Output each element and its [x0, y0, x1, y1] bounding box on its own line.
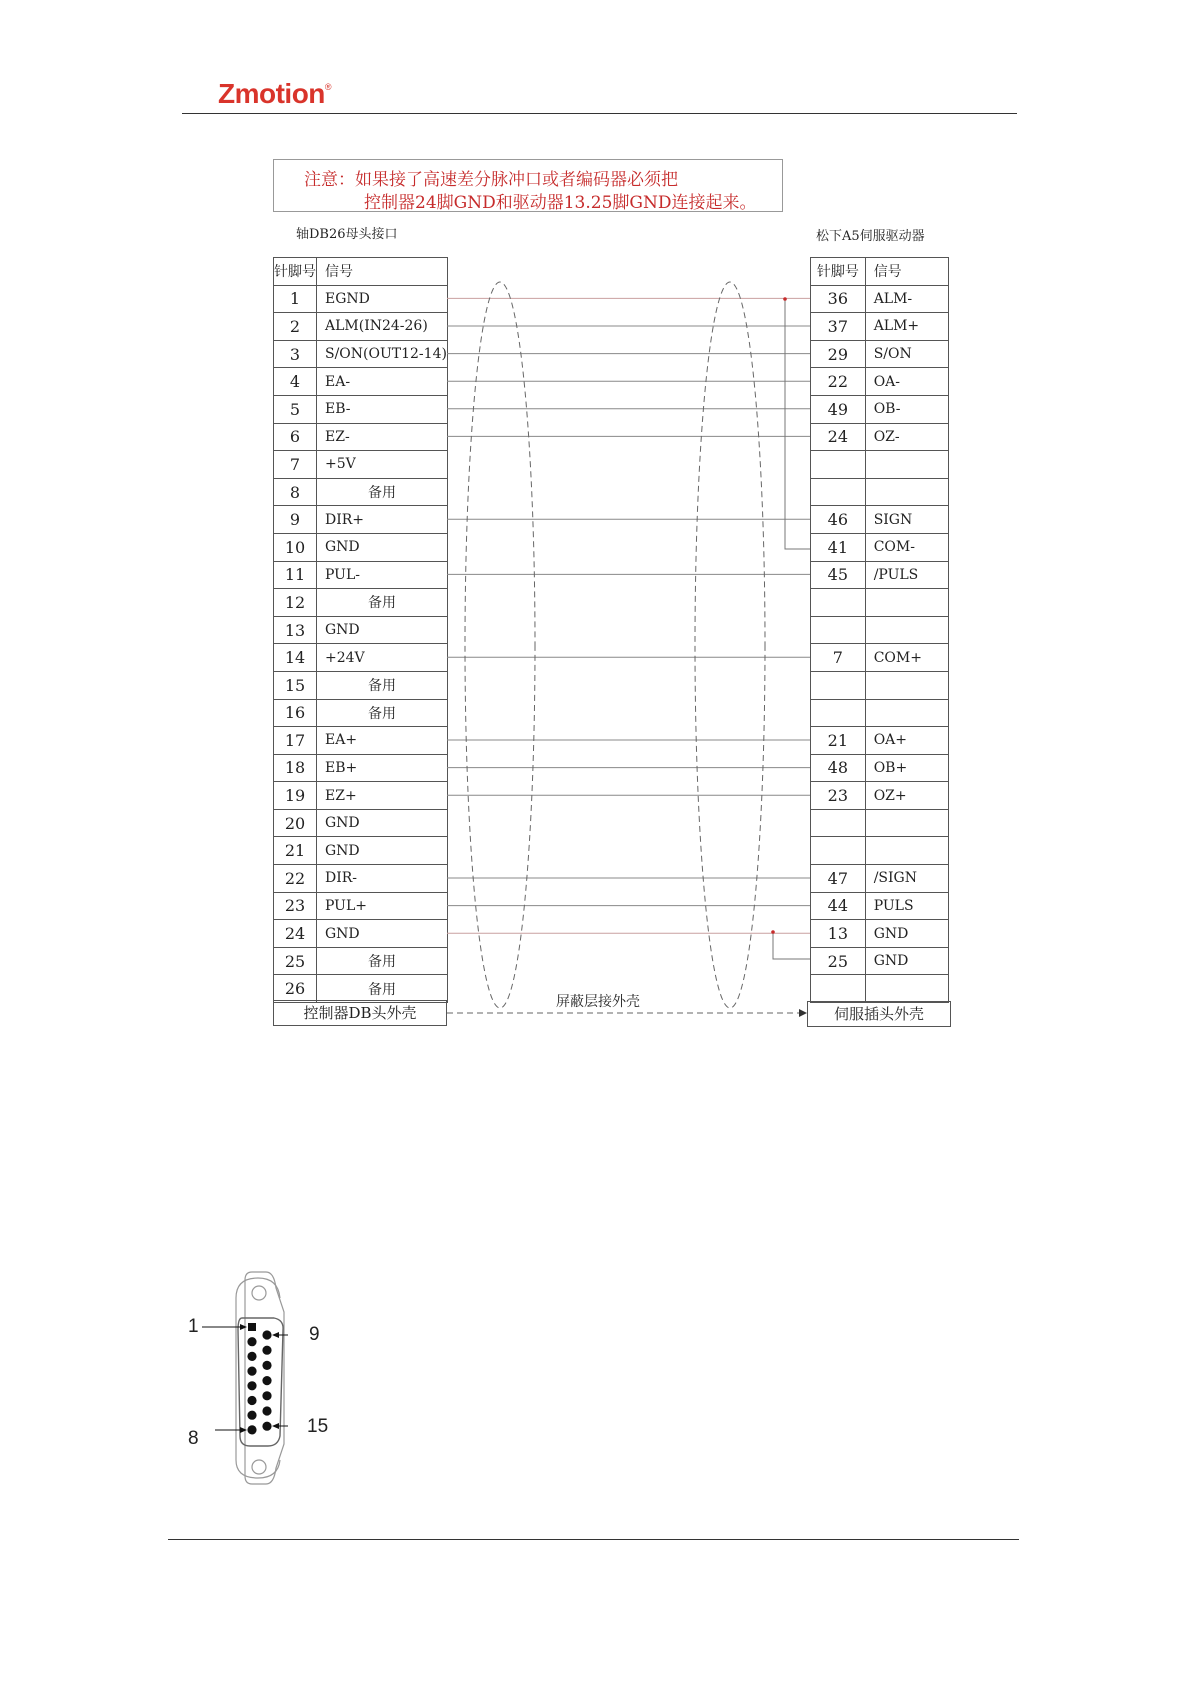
right-signal-name: PULS [865, 892, 948, 920]
connector-pin-dot [247, 1352, 256, 1361]
left-pin-number: 9 [274, 506, 317, 534]
connector-pin-dot [247, 1411, 256, 1420]
right-pin-number: 44 [811, 892, 866, 920]
right-signal-name: GND [865, 947, 948, 975]
right-pin-number: 48 [811, 754, 866, 782]
left-pin-number: 24 [274, 920, 317, 948]
registered-mark: ® [324, 82, 332, 92]
left-header-signal: 信号 [317, 258, 448, 286]
left-pin-number: 14 [274, 644, 317, 672]
left-pin-number: 12 [274, 589, 317, 617]
shield-ellipse-left [465, 282, 535, 1008]
left-signal-name: GND [317, 837, 448, 865]
left-signal-name: GND [317, 920, 448, 948]
right-signal-name: ALM+ [865, 313, 948, 341]
left-signal-name: EA- [317, 368, 448, 396]
junction-dot-bottom [771, 930, 775, 934]
right-pin-number: 36 [811, 285, 866, 313]
connector-pin-dot [247, 1396, 256, 1405]
left-signal-name: EZ- [317, 423, 448, 451]
left-signal-name: 备用 [317, 671, 448, 699]
connector-pin-dot [262, 1330, 271, 1339]
left-signal-name: PUL+ [317, 892, 448, 920]
right-header-pin: 针脚号 [811, 258, 866, 286]
connector-label-pin-9: 9 [309, 1324, 320, 1345]
right-pin-number: 22 [811, 368, 866, 396]
shield-ellipse-right [695, 282, 765, 1008]
right-signal-name: OA- [865, 368, 948, 396]
left-signal-name: EB+ [317, 754, 448, 782]
left-signal-name: 备用 [317, 699, 448, 727]
left-signal-name: S/ON(OUT12-14) [317, 340, 448, 368]
left-signal-name: +5V [317, 451, 448, 479]
left-pin-number: 21 [274, 837, 317, 865]
connector-label-pin-8: 8 [188, 1428, 199, 1449]
right-shell-label: 伺服插头外壳 [807, 1001, 951, 1027]
left-pin-number: 10 [274, 533, 317, 561]
left-pin-number: 20 [274, 809, 317, 837]
right-pin-number: 7 [811, 644, 866, 672]
right-pin-number: 37 [811, 313, 866, 341]
left-signal-name: EA+ [317, 727, 448, 755]
connector-pin-dot [247, 1367, 256, 1376]
right-pin-number: 47 [811, 865, 866, 893]
left-signal-name: 备用 [317, 478, 448, 506]
left-pin-number: 26 [274, 975, 317, 1003]
connector-label-pin-15: 15 [307, 1416, 329, 1437]
right-signal-name: OZ- [865, 423, 948, 451]
right-signal-name: GND [865, 920, 948, 948]
left-signal-name: EGND [317, 285, 448, 313]
right-pin-number: 49 [811, 395, 866, 423]
left-pin-number: 22 [274, 865, 317, 893]
connector-pin-dot [247, 1425, 256, 1434]
right-signal-name: OB- [865, 395, 948, 423]
left-pin-number: 3 [274, 340, 317, 368]
left-header-pin: 针脚号 [274, 258, 317, 286]
logo-text: Zmotion [218, 78, 325, 109]
left-pin-number: 25 [274, 947, 317, 975]
left-signal-name: PUL- [317, 561, 448, 589]
connector-pin-dot [247, 1337, 256, 1346]
left-signal-name: DIR- [317, 865, 448, 893]
right-pin-number: 24 [811, 423, 866, 451]
left-pin-number: 1 [274, 285, 317, 313]
left-pin-number: 15 [274, 671, 317, 699]
right-pin-number: 41 [811, 533, 866, 561]
right-connector-caption: 松下A5伺服驱动器 [816, 229, 925, 244]
left-pin-number: 17 [274, 727, 317, 755]
left-signal-name: EB- [317, 395, 448, 423]
connector-pin-dot [262, 1376, 271, 1385]
left-signal-name: 备用 [317, 589, 448, 617]
connector-label-pin-1: 1 [188, 1316, 199, 1337]
shield-arrow-icon [799, 1009, 807, 1017]
left-pin-number: 23 [274, 892, 317, 920]
junction-dot-top [783, 297, 787, 301]
right-signal-name: S/ON [865, 340, 948, 368]
left-connector-caption: 轴DB26母头接口 [296, 227, 398, 242]
connector-pin-dot [262, 1422, 271, 1431]
right-header-signal: 信号 [865, 258, 948, 286]
left-signal-name: +24V [317, 644, 448, 672]
db15-connector-icon [202, 1272, 288, 1484]
right-signal-name: /PULS [865, 561, 948, 589]
left-signal-name: GND [317, 809, 448, 837]
right-signal-name: ALM- [865, 285, 948, 313]
note-line-1: 注意：如果接了高速差分脉冲口或者编码器必须把 [304, 170, 678, 190]
right-pin-number: 25 [811, 947, 866, 975]
left-pin-number: 6 [274, 423, 317, 451]
right-pin-number: 29 [811, 340, 866, 368]
right-signal-name: COM- [865, 533, 948, 561]
right-pin-number: 13 [811, 920, 866, 948]
note-line-2: 控制器24脚GND和驱动器13.25脚GND连接起来。 [364, 193, 757, 213]
right-pin-number: 45 [811, 561, 866, 589]
left-pin-number: 19 [274, 782, 317, 810]
right-signal-name: OB+ [865, 754, 948, 782]
connector-pin-dot [262, 1391, 271, 1400]
left-pin-number: 18 [274, 754, 317, 782]
right-signal-name: OZ+ [865, 782, 948, 810]
left-signal-name: ALM(IN24-26) [317, 313, 448, 341]
connector-pin-dot [247, 1381, 256, 1390]
left-pin-number: 8 [274, 478, 317, 506]
left-pin-number: 5 [274, 395, 317, 423]
left-pin-number: 4 [274, 368, 317, 396]
left-pin-number: 11 [274, 561, 317, 589]
left-pin-number: 16 [274, 699, 317, 727]
right-pin-number: 23 [811, 782, 866, 810]
right-signal-name: COM+ [865, 644, 948, 672]
left-signal-name: 备用 [317, 947, 448, 975]
right-pin-number: 46 [811, 506, 866, 534]
left-shell-label: 控制器DB头外壳 [273, 1000, 447, 1026]
gnd-bridge [773, 932, 810, 959]
left-pin-number: 7 [274, 451, 317, 479]
footer-rule [168, 1539, 1019, 1540]
shield-label: 屏蔽层接外壳 [556, 994, 640, 1010]
left-signal-name: EZ+ [317, 782, 448, 810]
right-signal-name: /SIGN [865, 865, 948, 893]
left-signal-name: 备用 [317, 975, 448, 1003]
left-pin-number: 13 [274, 616, 317, 644]
right-signal-name: SIGN [865, 506, 948, 534]
left-signal-name: DIR+ [317, 506, 448, 534]
connector-pin-dot [262, 1406, 271, 1415]
connector-pin-dot [262, 1346, 271, 1355]
com-minus-bridge [785, 299, 810, 549]
left-signal-name: GND [317, 616, 448, 644]
left-pin-number: 2 [274, 313, 317, 341]
right-signal-name: OA+ [865, 727, 948, 755]
right-pin-number: 21 [811, 727, 866, 755]
left-signal-name: GND [317, 533, 448, 561]
connector-pin-dot [262, 1361, 271, 1370]
